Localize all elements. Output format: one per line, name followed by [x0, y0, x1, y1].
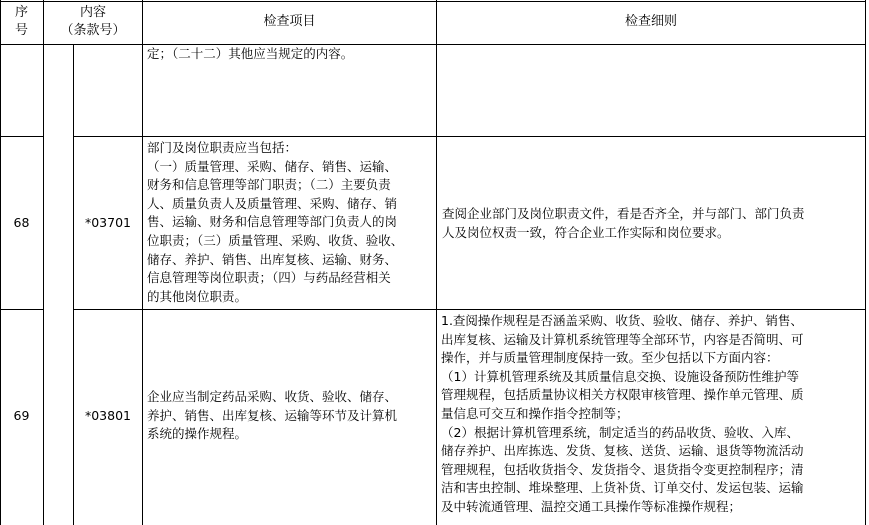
row-item-text: [147, 139, 403, 306]
text-line: 售、运输、财务和信息管理等部门负责人的岗: [147, 214, 398, 230]
text-line: 操作，并与质量管理制度保持一致。至少包括以下方面内容：: [441, 350, 779, 366]
row-rule-text: [442, 205, 805, 242]
text-line: 储存、养护、销售、出库复核、运输、财务、: [147, 251, 398, 267]
text-line: 信息管理等岗位职责；（四）与药品经营相关: [147, 270, 391, 286]
text-line: 及中转流通管理、温控交通工具操作等标准操作规程；: [441, 498, 742, 514]
text-line: 查阅企业部门及岗位职责文件，看是否齐全，并与部门、部门负责: [442, 206, 805, 221]
header-rule: 检查细则: [624, 14, 677, 29]
table-border-top: [0, 1, 866, 2]
column-divider: [43, 0, 44, 525]
row-seq: 69: [13, 408, 30, 423]
header-seq-line1: 序: [14, 5, 28, 20]
text-line: （一）质量管理、采购、储存、销售、运输、: [147, 158, 398, 174]
row-divider: [0, 309, 43, 310]
text-line: 洁和害虫控制、堆垛整理、上货补货、订单交付、发运包装、运输: [441, 480, 804, 496]
header-content-line2: （条款号）: [60, 23, 126, 38]
row-seq: 68: [13, 215, 30, 230]
text-line: 人、质量负责人及质量管理、采购、储存、销: [147, 195, 398, 211]
text-line: 管理规程，包括收货指令、发货指令、退货指令变更控制程序；清: [441, 461, 804, 477]
table-border-left: [0, 0, 1, 525]
row-code: *03701: [84, 215, 131, 230]
row-divider: [0, 136, 43, 137]
text-line: 企业应当制定药品采购、收货、验收、储存、: [147, 389, 398, 404]
text-line: 的其他岗位职责。: [147, 288, 248, 304]
header-content: [44, 5, 142, 39]
row-divider: [73, 309, 866, 310]
column-divider: [73, 45, 74, 525]
row-item-text: [147, 45, 353, 64]
header-divider: [0, 44, 866, 45]
text-line: 部门及岗位职责应当包括：: [147, 140, 298, 155]
text-line: 养护、销售、出库复核、运输等环节及计算机: [147, 407, 398, 423]
text-line: 系统的操作规程。: [147, 426, 248, 442]
row-divider: [73, 136, 866, 137]
row-code: *03801: [84, 408, 131, 423]
text-line: 储存养护、出库拣选、发货、复核、送货、运输、退货等物流活动: [441, 443, 804, 459]
column-divider: [436, 0, 437, 525]
header-seq: [0, 5, 43, 39]
text-line: 量信息可交互和操作指令控制等；: [441, 405, 629, 421]
table-border-right: [865, 0, 866, 525]
row-rule-text: [441, 312, 804, 517]
header-content-line1: 内容: [79, 5, 106, 20]
column-divider: [142, 0, 143, 525]
text-line: 定；（二十二）其他应当规定的内容。: [147, 46, 354, 61]
text-line: 1.查阅操作规程是否涵盖采购、收货、验收、储存、养护、销售、: [441, 313, 803, 328]
text-line: （2）根据计算机管理系统，制定适当的药品收货、验收、入库、: [441, 424, 799, 440]
header-item: 检查项目: [263, 14, 316, 29]
text-line: 财务和信息管理等部门职责；（二）主要负责: [147, 177, 391, 193]
header-seq-line2: 号: [14, 23, 28, 38]
row-item-text: [147, 388, 397, 444]
text-line: 位职责；（三）质量管理、采购、收货、验收、: [147, 232, 404, 248]
text-line: （1）计算机管理系统及其质量信息交换、设施设备预防性维护等: [441, 368, 799, 384]
text-line: 管理规程，包括质量协议相关方权限审核管理、操作单元管理、质: [441, 387, 804, 403]
text-line: 人及岗位权责一致，符合企业工作实际和岗位要求。: [442, 224, 730, 240]
text-line: 出库复核、运输及计算机系统管理等全部环节，内容是否简明、可: [441, 331, 804, 347]
